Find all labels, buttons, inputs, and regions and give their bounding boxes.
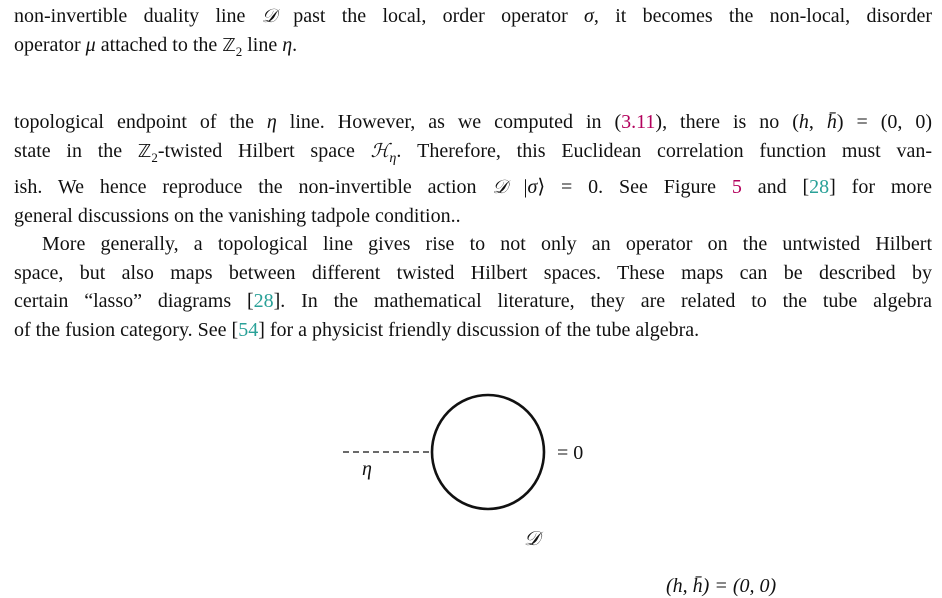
text-line: certain “lasso” diagrams [28]. In the mathematical literature, they are related to the tube algebra [14, 290, 932, 312]
text-line: operator μ attached to the ℤ$_2$ line η. [14, 33, 298, 59]
text-line: state in the ℤ$_2$-twisted Hilbert space ℋ$_\eta$. Therefore, this Euclidean correlation function must van- [14, 139, 933, 166]
figure-link-5[interactable]: 5 [731, 176, 742, 198]
citation-link-28[interactable]: 28 [253, 290, 274, 312]
text-line: of the fusion category. See [54] for a physicist friendly discussion of the tube algebra. [14, 318, 700, 341]
duality-loop-circle [432, 395, 544, 509]
text-line: space, but also maps between different twisted Hilbert spaces. These maps can be described by [14, 261, 932, 284]
citation-link-54[interactable]: 54 [238, 318, 259, 341]
equals-zero-label: = 0 [557, 442, 584, 464]
text-line: topological endpoint of the η line. However, as we computed in (3.11), there is no (h, h̄) = (0, 0) [14, 111, 933, 133]
text-line: non-invertible duality line 𝒟 past the local, order operator σ, it becomes the non-local, disorder [14, 5, 932, 27]
text-line: general discussions on the vanishing tadpole condition.. [14, 204, 461, 227]
equation-link-3-11[interactable]: 3.11 [621, 111, 656, 133]
duality-D-label: 𝒟 [524, 528, 540, 550]
text-line: More generally, a topological line gives rise to not only an operator on the untwisted Hilbert [42, 233, 932, 255]
text-line: ish. We hence reproduce the non-invertible action 𝒟 |σ⟩ = 0. See Figure 5 and [28] for more [14, 176, 932, 198]
bottom-fragment: (h, h̄) = (0, 0) [666, 575, 777, 597]
eta-label: η [362, 458, 372, 480]
citation-link-28[interactable]: 28 [809, 176, 830, 198]
